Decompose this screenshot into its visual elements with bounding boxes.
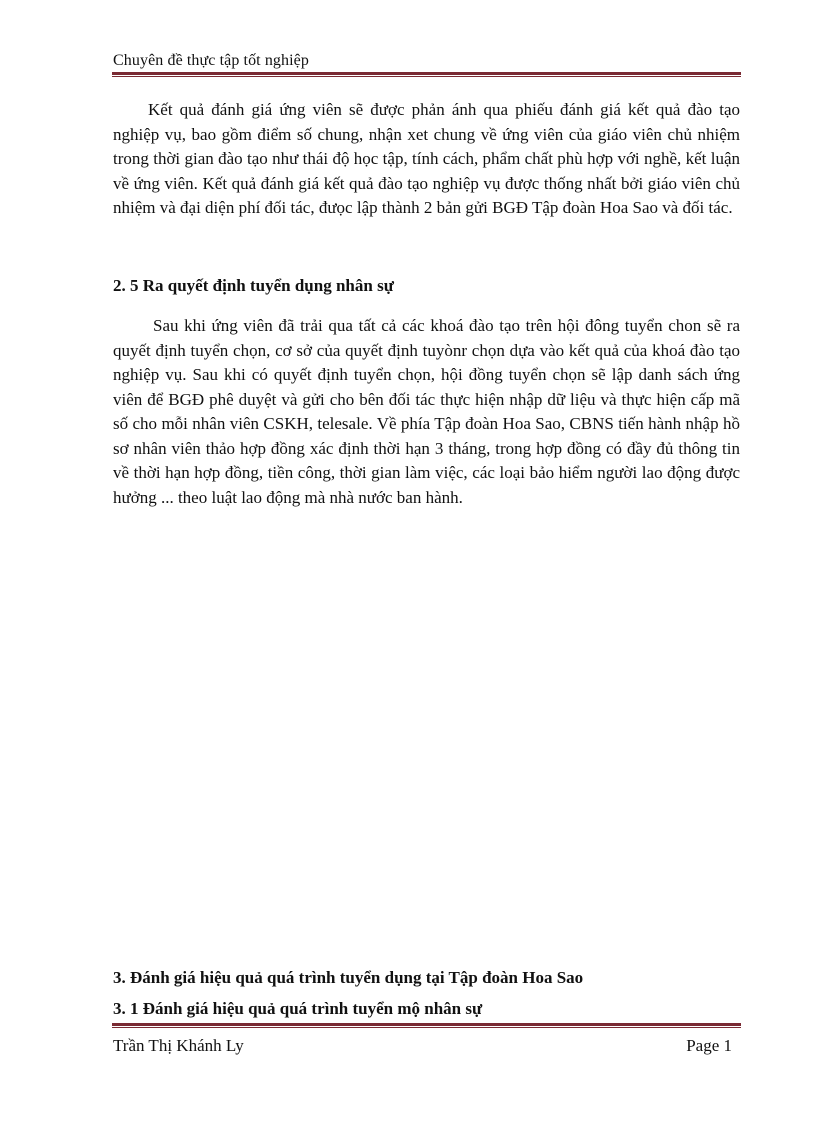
section-heading-3: 3. Đánh giá hiệu quả quá trình tuyển dụng tại Tập đoàn Hoa Sao bbox=[113, 968, 584, 987]
section-heading-3-1: 3. 1 Đánh giá hiệu quả quá trình tuyển mộ nhân sự bbox=[113, 999, 483, 1018]
body-paragraph-1: Kết quả đánh giá ứng viên sẽ được phản ánh qua phiếu đánh giá kết quả đào tạo nghiệp vụ, bao gồm điểm số chung, nhận xet chung về ứng viên của giáo viên chủ nhiệm trong thời gian đào tạo như thái độ học tập, tính cách, phẩm chất phù hợp với nghề, kết luận về ứng viên. Kết quả đánh giá kết quả đào tạo nghiệp vụ được thống nhất bởi giáo viên chủ nhiệm và đại diện phí đối tác, đưọc lập thành 2 bản gửi BGĐ Tập đoàn Hoa Sao và đối tác. bbox=[113, 100, 740, 217]
header-divider bbox=[112, 72, 741, 77]
footer-author: Trần Thị Khánh Ly bbox=[113, 1036, 244, 1055]
page-header-title: Chuyên đề thực tập tốt nghiệp bbox=[113, 52, 309, 69]
section-heading-2-5: 2. 5 Ra quyết định tuyển dụng nhân sự bbox=[113, 276, 394, 295]
footer-page-number: Page 1 bbox=[686, 1036, 732, 1055]
body-paragraph-2: Sau khi ứng viên đã trải qua tất cả các khoá đào tạo trên hội đông tuyển chon sẽ ra quyết định tuyển chọn, cơ sở của quyết định tuyònr chọn dựa vào kết quả của khoá đào tạo nghiệp vụ. Sau khi có quyết định tuyển chọn, hội đồng tuyển chọn sẽ lập danh sách ứng viên để BGĐ phê duyệt và gửi cho bên đối tác thực hiện nhập dữ liệu và thực hiện cấp mã số cho mỗi nhân viên CSKH, telesale. Về phía Tập đoàn Hoa Sao, CBNS tiến hành nhập hồ sơ nhân viên thảo hợp đồng xác định thời hạn 3 tháng, trong hợp đồng có đầy đủ thông tin về thời hạn hợp đồng, tiền công, thời gian làm việc, các loại bảo hiểm người lao động được hưởng ... theo luật lao động mà nhà nước ban hành. bbox=[113, 316, 740, 507]
footer-divider bbox=[112, 1023, 741, 1028]
